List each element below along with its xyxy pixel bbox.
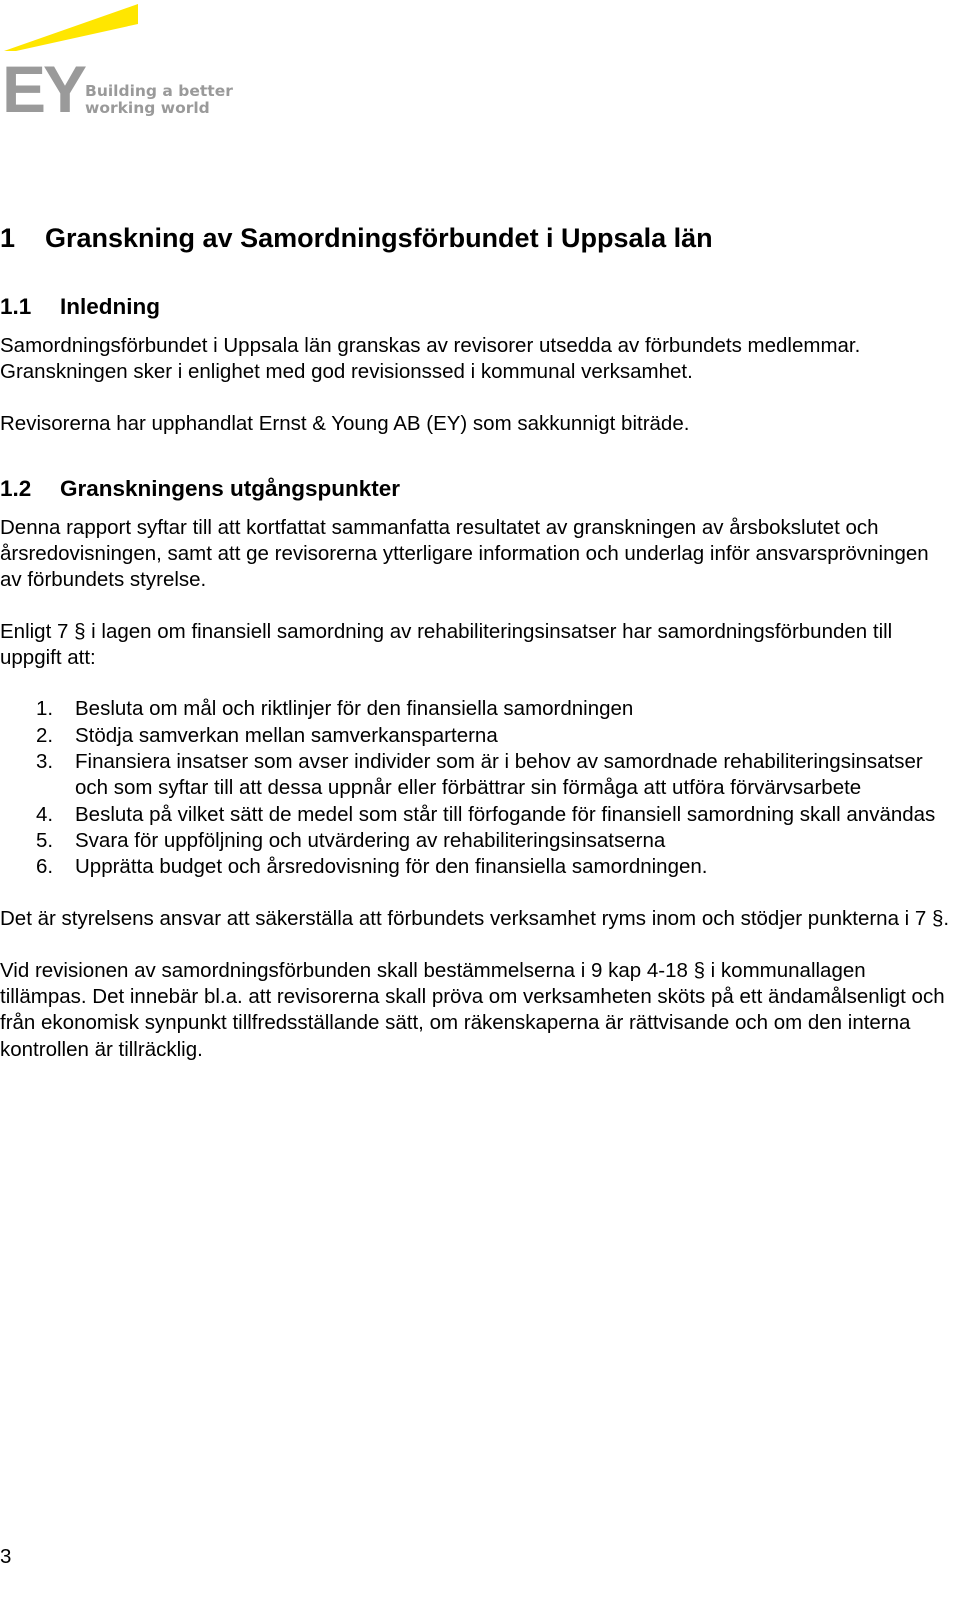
list-item (0, 749, 950, 802)
section-title: Inledning (60, 294, 160, 319)
list-item-text: Stödja samverkan mellan samverkansparterna (75, 723, 498, 747)
section-number: 1.2 (0, 475, 32, 501)
list-item (0, 723, 950, 749)
list-item-number: 4. (36, 802, 54, 826)
list-item (0, 828, 950, 854)
chapter-heading (0, 221, 950, 255)
ey-tagline (85, 83, 233, 117)
ey-tagline-line2: working world (85, 99, 210, 117)
list-item-text: Svara för uppföljning och utvärdering av rehabiliteringsinsatserna (75, 828, 666, 852)
list-item-text: Finansiera insatser som avser individer som är i behov av samordnade rehabiliteringsinsatser och som syftar till att dessa uppnår eller förbättrar sin förmåga att utföra förvärvsarbete (75, 749, 923, 800)
list-item-number: 6. (36, 855, 54, 879)
ey-yellow-beam-icon (4, 4, 138, 52)
list-item (0, 696, 950, 722)
list-item-number: 2. (36, 723, 54, 747)
list-item-number: 3. (36, 749, 54, 773)
list-item-text: Upprätta budget och årsredovisning för den finansiella samordningen. (75, 855, 708, 879)
ey-tagline-line1: Building a better (85, 82, 233, 100)
paragraph: Enligt 7 § i lagen om finansiell samordning av rehabiliteringsinsatser har samordningsförbunden till uppgift att: (0, 619, 893, 670)
chapter-number: 1 (0, 223, 16, 253)
chapter-title: Granskning av Samordningsförbundet i Uppsala län (45, 223, 713, 253)
paragraph: Denna rapport syftar till att kortfattat sammanfatta resultatet av granskningen av årsbokslutet och årsredovisningen, samt att ge revisorerna ytterligare information och underlag inför ansvarsprövningen av förbundets styrelse. (0, 515, 929, 592)
paragraph: Revisorerna har upphandlat Ernst & Young AB (EY) som sakkunnigt biträde. (0, 411, 690, 435)
paragraph: Vid revisionen av samordningsförbunden skall bestämmelserna i 9 kap 4-18 § i kommunallagen tillämpas. Det innebär bl.a. att revisorerna skall pröva om verksamheten sköts på ett ändamålsenligt och från ekonomisk synpunkt tillfredsställande sätt, om räkenskaperna är rättvisande och om den interna kontrollen är tillräcklig. (0, 958, 945, 1061)
section-heading-inledning (0, 293, 950, 321)
list-item-text: Besluta om mål och riktlinjer för den finansiella samordningen (75, 697, 634, 721)
section-heading-utgangspunkter (0, 475, 950, 503)
list-item-number: 1. (36, 697, 54, 721)
section-title: Granskningens utgångspunkter (60, 475, 401, 501)
list-item-number: 5. (36, 828, 54, 852)
ey-logo (0, 0, 240, 130)
list-item (0, 854, 950, 880)
list-item-text: Besluta på vilket sätt de medel som står till förfogande för finansiell samordning skall användas (75, 802, 936, 826)
paragraph: Samordningsförbundet i Uppsala län granskas av revisorer utsedda av förbundets medlemmar. Granskningen sker i enlighet med god revisionssed i kommunal verksamhet. (0, 334, 861, 384)
ey-brand-mark: EY (2, 52, 85, 126)
paragraph: Det är styrelsens ansvar att säkerställa att förbundets verksamhet ryms inom och stödjer punkterna i 7 §. (0, 907, 950, 931)
document-body (0, 221, 950, 1063)
section-number: 1.1 (0, 294, 32, 319)
list-item (0, 802, 950, 828)
page-number: 3 (0, 1545, 12, 1568)
duties-list (0, 696, 950, 880)
